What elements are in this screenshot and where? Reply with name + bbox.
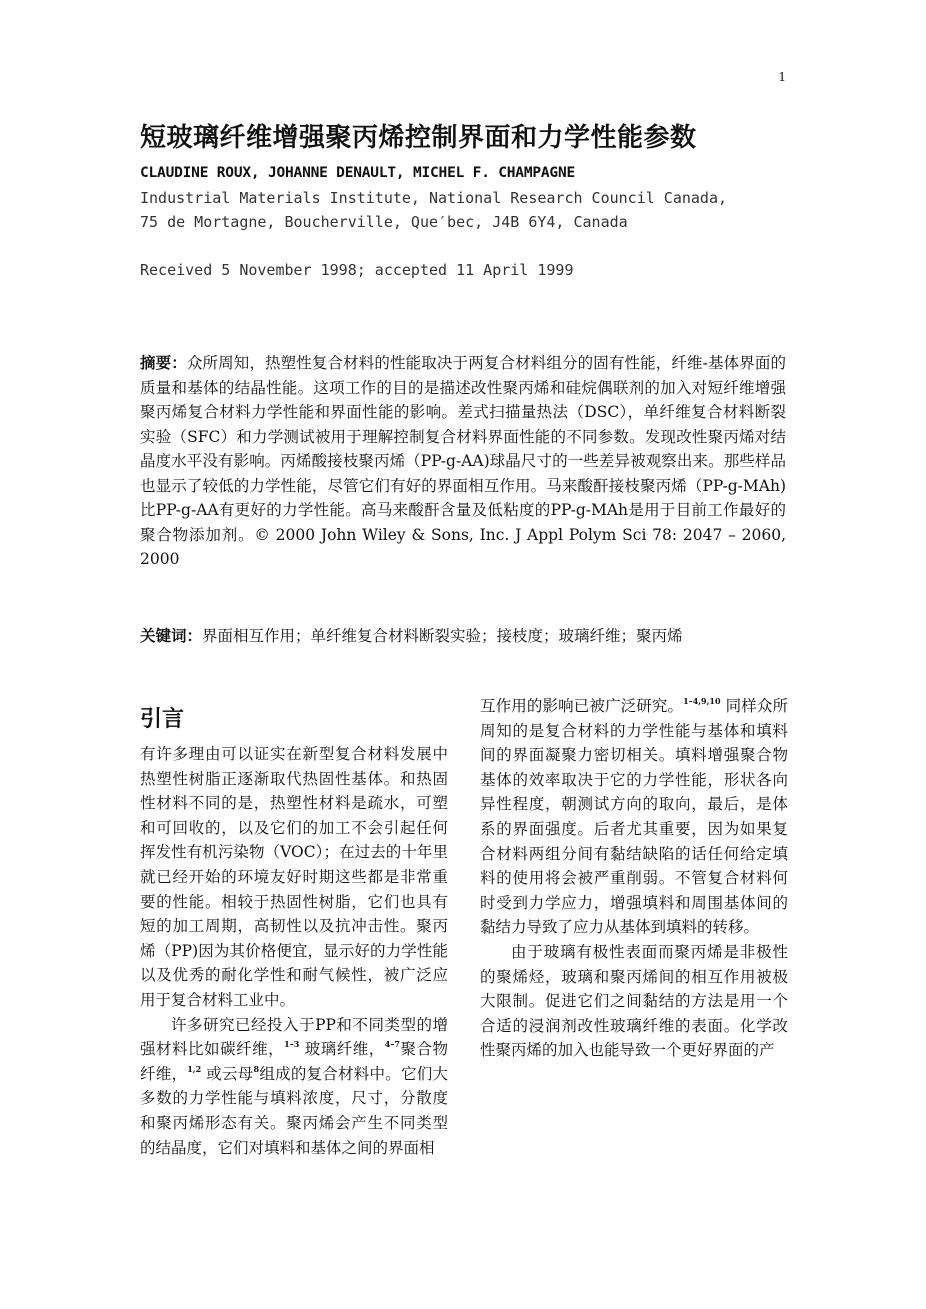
affiliation-line-1: Industrial Materials Institute, National Research Council Canada, [140,189,727,207]
abstract [140,351,786,572]
intro-paragraph-2-continued [480,694,788,940]
citation-4: 8 [253,1063,260,1074]
column-right [480,694,788,1063]
intro-paragraph-3: 由于玻璃有极性表面而聚丙烯是非极性的聚烯烃，玻璃和聚丙烯间的相互作用被极大限制。促进它们之间黏结的方法是用一个合适的浸润剂改性玻璃纤维的表面。化学改性聚丙烯的加入也能导致一个更好界面的产 [480,942,788,1060]
intro-p2-text-a: 许多研究已经投入于PP和不同类型的增强材料比如碳纤维， [140,1015,448,1059]
column-left [140,694,448,1160]
intro-p2-text-f: 同样众所周知的是复合材料的力学性能与基体和填料间的界面凝聚力密切相关。填料增强聚合物基体的效率取决于它的力学性能，形状各向异性程度，朝测试方向的取向，最后，是体系的界面强度。后者尤其重要，因为如果复合材料两组分间有黏结缺陷的话任何给定填料的使用将会被严重削弱。不管复合材料何时受到力学应力，增强填料和周围基体间的黏结力导致了应力从基体到填料的转移。 [480,697,788,937]
intro-p2-text-d: 或云母 [201,1064,254,1083]
page-number: 1 [778,70,786,84]
affiliation-line-2: 75 de Mortagne, Boucherville, Que′bec, J4B 6Y4, Canada [140,213,628,231]
citation-2: 4–7 [384,1039,400,1050]
article-title: 短玻璃纤维增强聚丙烯控制界面和力学性能参数 [140,123,697,153]
citation-1: 1–3 [284,1039,300,1050]
intro-p2-text-e-left: 组成的复合材料中。它们大多数的力学性能与填料浓度，尺寸，分散度和聚丙烯形态有关。聚丙烯会产生不同类型的结晶度，它们对填料和基体之间的界面相 [140,1064,448,1157]
citation-5: 1–4,9,10 [683,696,721,706]
abstract-text: 众所周知，热塑性复合材料的性能取决于两复合材料组分的固有性能，纤维-基体界面的质量和基体的结晶性能。这项工作的目的是描述改性聚丙烯和硅烷偶联剂的加入对短纤维增强聚丙烯复合材料力学性能和界面性能的影响。差式扫描量热法（DSC），单纤维复合材料断裂实验（SFC）和力学测试被用于理解控制复合材料界面性能的不同参数。发现改性聚丙烯对结晶度水平没有影响。丙烯酸接枝聚丙烯（PP-g-AA)球晶尺寸的一些差异被观察出来。那些样品也显示了较低的力学性能，尽管它们有好的界面相互作用。马来酸酐接枝聚丙烯（PP-g-MAh) 比PP-g-AA有更好的力学性能。高马来酸酐含量及低粘度的PP-g-MAh是用于目前工作最好的聚合物添加剂。© 2000 John Wiley & Sons, Inc. J Appl Polym Sci 78: 2047 – 2060, 2000 [140,354,786,568]
intro-paragraph-1: 有许多理由可以证实在新型复合材料发展中热塑性树脂正逐渐取代热固性基体。和热固性材料不同的是，热塑性材料是疏水，可塑和可回收的，以及它们的加工不会引起任何挥发性有机污染物（VOC）；在过去的十年里就已经开始的环境友好时期这些都是非常重要的性能。相较于热固性树脂，它们也具有短的加工周期，高韧性以及抗冲击性。聚丙烯（PP)因为其价格便宜，显示好的力学性能以及优秀的耐化学性和耐气候性，被广泛应用于复合材料工业中。 [140,745,448,1009]
abstract-label: 摘要： [140,353,187,372]
section-heading-introduction: 引言 [140,706,185,732]
intro-p2-text-b: 玻璃纤维， [299,1040,385,1059]
intro-p2-text-e: 互作用的影响已被广泛研究。 [480,697,684,715]
intro-paragraph-2-start [140,1013,448,1161]
citation-3: 1,2 [187,1063,202,1074]
received-date: Received 5 November 1998; accepted 11 April 1999 [140,261,574,279]
keywords [140,624,800,648]
keywords-text: 界面相互作用；单纤维复合材料断裂实验；接枝度；玻璃纤维；聚丙烯 [202,627,683,645]
author-list: CLAUDINE ROUX, JOHANNE DENAULT, MICHEL F. CHAMPAGNE [140,165,576,181]
intro-p2-text-c: 聚合物纤维， [140,1040,448,1083]
keywords-label: 关键词： [140,626,203,645]
